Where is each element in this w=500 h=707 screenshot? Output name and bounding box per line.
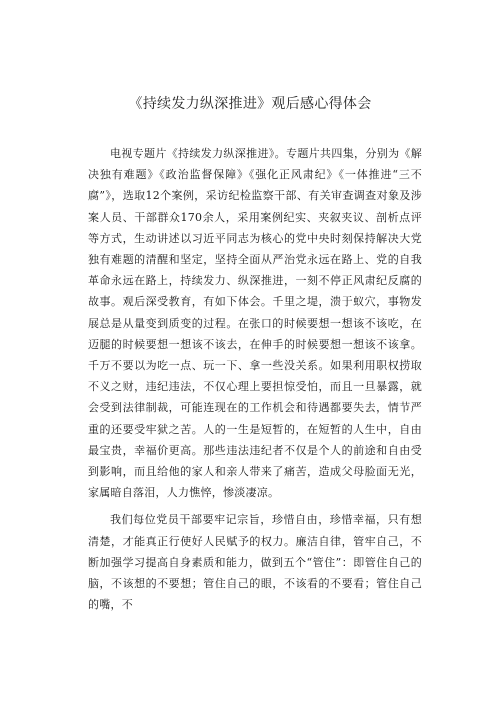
document-title: 《持续发力纵深推进》观后感心得体会 <box>128 96 372 112</box>
document-body <box>88 143 422 621</box>
paragraph-1: 电视专题片《持续发力纵深推进》。专题片共四集，分别为《解决独有难题》《政治监督保障》《强化正风肃纪》《一体推进“三不腐”》，选取12个案例，采访纪检监察干部、有关审查调查对象及涉案人员、干部群众170余人，采用案例纪实、夹叙夹议、剖析点评等方式，生动讲述以习近平同志为核心的党中央时刻保持解决大党独有难题的清醒和坚定，坚持全面从严治党永远在路上、党的自我革命永远在路上，持续发力、纵深推进，一刻不停正风肃纪反腐的故事。观后深受教育，有如下体会。千里之堤，溃于蚁穴，事物发展总是从量变到质变的过程。在张口的时候要想一想该不该吃，在迈腿的时候要想一想该不该去，在伸手的时候要想一想该不该拿。千万不要以为吃一点、玩一下、拿一些没关系。如果利用职权捞取不义之财，违纪违法，不仅心理上要担惊受怕，而且一旦暴露，就会受到法律制裁，可能连现在的工作机会和待遇都要失去，情节严重的还要受牢狱之苦。人的一生是短暂的，在短暂的人生中，自由最宝贵，幸福价更高。那些违法违纪者不仅是个人的前途和自由受到影响，而且给他的家人和亲人带来了痛苦，造成父母脸面无光，家属暗自落泪，人力憔悴，惨淡凄凉。 <box>88 147 422 500</box>
paragraph-2: 我们每位党员干部要牢记宗旨，珍惜自由，珍惜幸福，只有想清楚，才能真正行使好人民赋予的权力。廉洁自律，管牢自己，不断加强学习提高自身素质和能力，做到五个“管住”：即管住自己的脑，不该想的不要想；管住自己的眼，不该看的不要看；管住自己的嘴，不 <box>88 513 422 612</box>
